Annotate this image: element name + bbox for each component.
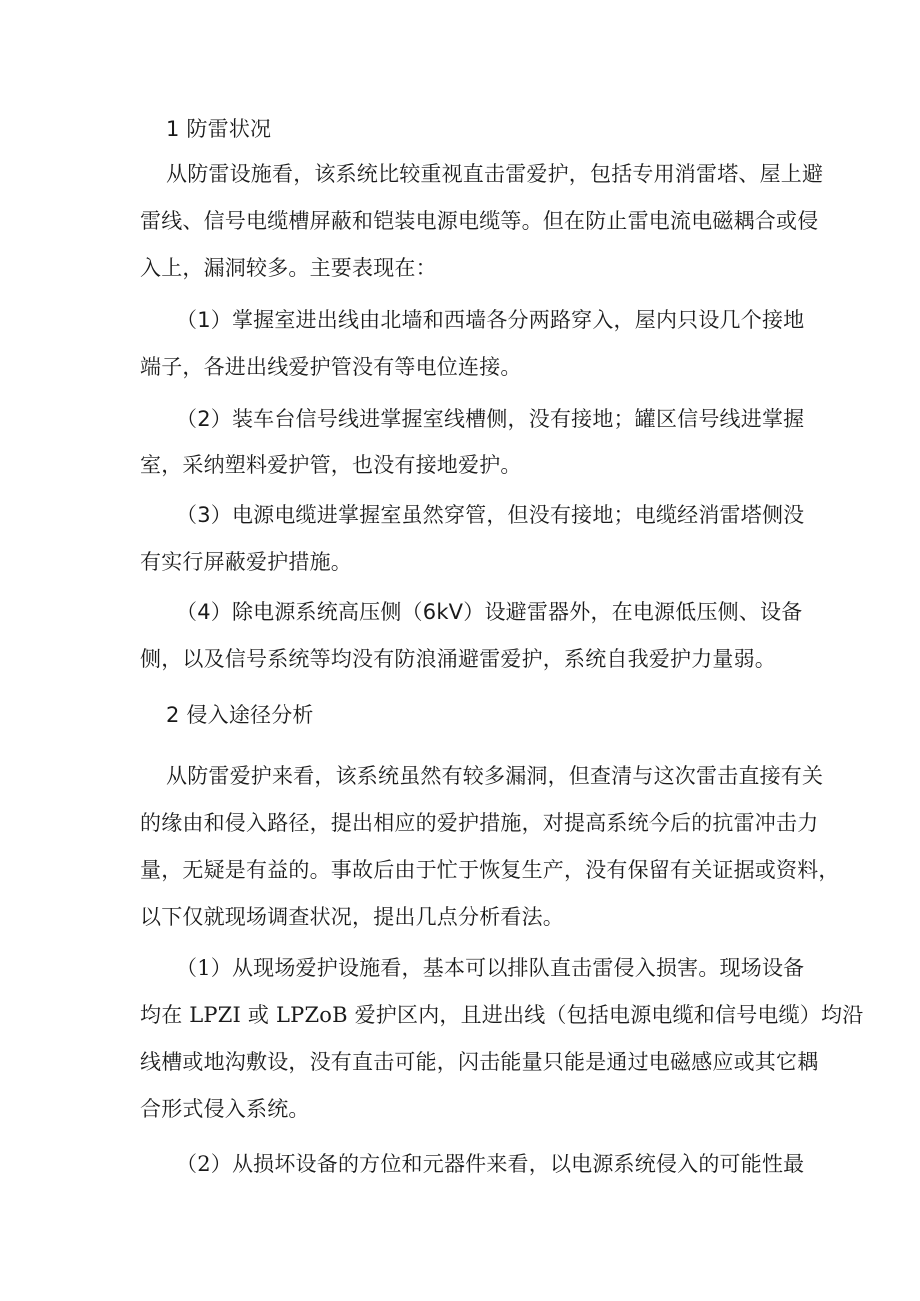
section-1-heading: 1 防雷状况 (166, 117, 272, 141)
section-1-intro-line-3: 入上，漏洞较多。主要表现在： (140, 256, 437, 280)
section-1-item-4-line-1: （4）除电源系统高压侧（6kV）设避雷器外，在电源低压侧、设备 (176, 600, 803, 624)
section-1-intro-line-2: 雷线、信号电缆槽屏蔽和铠装电源电缆等。但在防止雷电流电磁耦合或侵 (140, 209, 819, 233)
section-2-item-1-line-1: （1）从现场爱护设施看，基本可以排队直击雷侵入损害。现场设备 (176, 956, 805, 980)
section-2-item-1-line-4: 合形式侵入系统。 (140, 1097, 310, 1121)
section-2-item-1-line-3: 线槽或地沟敷设，没有直击可能，闪击能量只能是通过电磁感应或其它耦 (140, 1050, 819, 1074)
section-1-item-1-line-1: （1）掌握室进出线由北墙和西墙各分两路穿入，屋内只设几个接地 (176, 308, 805, 332)
section-2-intro-line-3: 量，无疑是有益的。事故后由于忙于恢复生产，没有保留有关证据或资料， (140, 858, 840, 882)
section-1-intro-line-1: 从防雷设施看，该系统比较重视直击雷爱护，包括专用消雷塔、屋上避 (166, 162, 824, 186)
section-2-intro-line-1: 从防雷爱护来看，该系统虽然有较多漏洞，但查清与这次雷击直接有关 (166, 764, 824, 788)
section-2-heading: 2 侵入途径分析 (166, 703, 314, 727)
section-2-intro-line-2: 的缘由和侵入路径，提出相应的爱护措施，对提高系统今后的抗雷冲击力 (140, 811, 819, 835)
section-1-item-3-line-2: 有实行屏蔽爱护措施。 (140, 550, 352, 574)
section-2-item-1-line-2: 均在 LPZI 或 LPZoB 爱护区内，且进出线（包括电源电缆和信号电缆）均沿 (140, 1003, 864, 1027)
section-2-item-2-line-1: （2）从损坏设备的方位和元器件来看，以电源系统侵入的可能性最 (176, 1152, 805, 1176)
section-2-intro-line-4: 以下仅就现场调查状况，提出几点分析看法。 (140, 905, 564, 929)
section-1-item-1-line-2: 端子，各进出线爱护管没有等电位连接。 (140, 355, 522, 379)
section-1-item-2-line-2: 室，采纳塑料爱护管，也没有接地爱护。 (140, 453, 522, 477)
section-1-item-4-line-2: 侧，以及信号系统等均没有防浪涌避雷爱护，系统自我爱护力量弱。 (140, 647, 776, 671)
section-1-item-2-line-1: （2）装车台信号线进掌握室线槽侧，没有接地；罐区信号线进掌握 (176, 407, 805, 431)
section-1-item-3-line-1: （3）电源电缆进掌握室虽然穿管，但没有接地；电缆经消雷塔侧没 (176, 503, 805, 527)
